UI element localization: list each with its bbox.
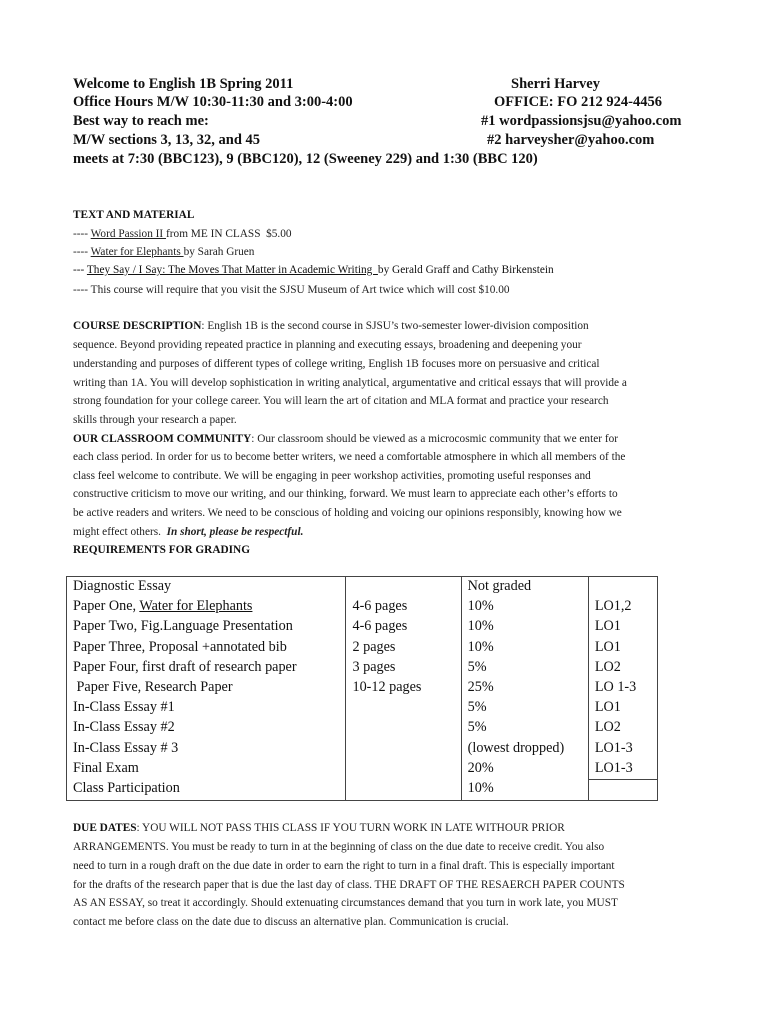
table-cell-item: Diagnostic Essay [67, 577, 346, 598]
table-cell-weight: (lowest dropped) [461, 739, 588, 759]
course-description-line: strong foundation for your college career. You will learn the art of citation and MLA format and practice your research [73, 395, 609, 407]
table-cell-lo: LO1,2 [588, 597, 657, 617]
table-cell-pages [346, 759, 461, 780]
table-row [67, 739, 658, 759]
table-cell-weight: 5% [461, 718, 588, 738]
meeting-times: meets at 7:30 (BBC123), 9 (BBC120), 12 (Sweeney 229) and 1:30 (BBC 120) [73, 151, 538, 167]
table-cell-weight: 10% [461, 597, 588, 617]
due-dates-line: need to turn in a rough draft on the due date in order to earn the right to turn in a final draft. This is especially important [73, 860, 615, 872]
table-cell-item: Final Exam [67, 759, 346, 780]
table-cell-weight: 20% [461, 759, 588, 780]
email-primary: #1 wordpassionsjsu@yahoo.com [481, 113, 682, 129]
table-cell-item: Paper Four, first draft of research paper [67, 658, 346, 678]
office-info: OFFICE: FO 212 924-4456 [494, 94, 662, 110]
course-description-line: skills through your research a paper. [73, 414, 237, 426]
table-cell-item: Paper One, Water for Elephants [67, 597, 346, 617]
table-cell-pages [346, 779, 461, 800]
table-cell-pages: 3 pages [346, 658, 461, 678]
course-description-line: writing than 1A. You will develop sophistication in writing analytical, argumentative and critical essays that will provide a [73, 377, 627, 389]
table-cell-lo: LO1 [588, 617, 657, 637]
grading-table [66, 576, 658, 801]
community-line: constructive criticism to move our writing, and our thinking, forward. We must learn to appreciate each other’s efforts to [73, 488, 618, 500]
office-hours: Office Hours M/W 10:30-11:30 and 3:00-4:00 [73, 94, 353, 110]
table-cell-lo: LO1-3 [588, 739, 657, 759]
table-cell-lo [588, 577, 657, 598]
community-line: class feel welcome to contribute. We will be engaging in peer workshop activities, promoting useful responses and [73, 470, 591, 482]
due-dates-line: DUE DATES: YOU WILL NOT PASS THIS CLASS IF YOU TURN WORK IN LATE WITHOUR PRIOR [73, 822, 565, 834]
table-cell-weight: 10% [461, 779, 588, 800]
table-row [67, 678, 658, 698]
due-dates-line: for the drafts of the research paper that is due the last day of class. THE DRAFT OF THE RESAERCH PAPER COUNTS [73, 879, 625, 891]
community-line: each class period. In order for us to become better writers, we need a comfortable atmosphere in which all members of the [73, 451, 626, 463]
table-cell-pages: 4-6 pages [346, 617, 461, 637]
table-cell-lo: LO1-3 [588, 759, 657, 780]
course-description-line: COURSE DESCRIPTION: English 1B is the second course in SJSU’s two-semester lower-division composition [73, 320, 589, 332]
table-cell-weight: 25% [461, 678, 588, 698]
course-description-label: COURSE DESCRIPTION [73, 320, 202, 332]
table-cell-pages [346, 718, 461, 738]
table-row [67, 718, 658, 738]
table-cell-weight: 5% [461, 698, 588, 718]
community-label: OUR CLASSROOM COMMUNITY [73, 433, 252, 445]
table-cell-pages: 2 pages [346, 638, 461, 658]
instructor-name: Sherri Harvey [511, 76, 600, 92]
sections-line: M/W sections 3, 13, 32, and 45 [73, 132, 261, 148]
table-row [67, 577, 658, 598]
table-cell-item: Paper Three, Proposal +annotated bib [67, 638, 346, 658]
table-cell-item: Paper Five, Research Paper [67, 678, 346, 698]
table-cell-item: Paper Two, Fig.Language Presentation [67, 617, 346, 637]
due-dates-line: ARRANGEMENTS. You must be ready to turn in at the beginning of class on the due date to receive credit. You also [73, 841, 605, 853]
material-item: --- They Say / I Say: The Moves That Matter in Academic Writing by Gerald Graff and Cathy Birkenstein [73, 264, 554, 276]
table-cell-pages: 4-6 pages [346, 597, 461, 617]
community-line: might effect others. In short, please be respectful. [73, 526, 304, 538]
table-row [67, 597, 658, 617]
table-cell-lo: LO1 [588, 698, 657, 718]
table-cell-lo: LO1 [588, 638, 657, 658]
table-cell-pages [346, 577, 461, 598]
due-dates-line: AS AN ESSAY, so treat it accordingly. Should extenuating circumstances demand that you turn in work late, you MUST [73, 897, 618, 909]
table-row [67, 658, 658, 678]
email-secondary: #2 harveysher@yahoo.com [487, 132, 655, 148]
table-row [67, 779, 658, 800]
community-line: OUR CLASSROOM COMMUNITY: Our classroom should be viewed as a microcosmic community that we enter for [73, 433, 618, 445]
table-cell-lo: LO2 [588, 718, 657, 738]
material-item: ---- Water for Elephants by Sarah Gruen [73, 246, 255, 258]
table-cell-lo: LO2 [588, 658, 657, 678]
table-row [67, 698, 658, 718]
table-cell-item: In-Class Essay #1 [67, 698, 346, 718]
material-item: ---- Word Passion II from ME IN CLASS $5.00 [73, 228, 292, 240]
table-cell-lo [588, 779, 657, 800]
table-cell-weight: 10% [461, 638, 588, 658]
table-cell-item: In-Class Essay #2 [67, 718, 346, 738]
table-cell-weight: 5% [461, 658, 588, 678]
table-cell-pages: 10-12 pages [346, 678, 461, 698]
course-title: Welcome to English 1B Spring 2011 [73, 76, 294, 92]
due-dates-label: DUE DATES [73, 822, 137, 834]
table-cell-pages [346, 739, 461, 759]
table-cell-weight: Not graded [461, 577, 588, 598]
contact-heading: Best way to reach me: [73, 113, 209, 129]
community-line: be active readers and writers. We need to be conscious of holding and voicing our opinions responsibly, knowing how we [73, 507, 622, 519]
table-row [67, 617, 658, 637]
course-description-line: sequence. Beyond providing repeated practice in planning and executing essays, broadening and deepening your [73, 339, 582, 351]
table-cell-item: In-Class Essay # 3 [67, 739, 346, 759]
due-dates-line: contact me before class on the date due to discuss an alternative plan. Communication is crucial. [73, 916, 509, 928]
table-cell-pages [346, 698, 461, 718]
materials-heading: TEXT AND MATERIAL [73, 209, 195, 221]
table-cell-item: Class Participation [67, 779, 346, 800]
respect-emphasis: In short, please be respectful. [166, 526, 304, 538]
table-cell-lo: LO 1-3 [588, 678, 657, 698]
requirements-heading: REQUIREMENTS FOR GRADING [73, 544, 250, 556]
material-item: ---- This course will require that you visit the SJSU Museum of Art twice which will cost $10.00 [73, 284, 510, 296]
table-row [67, 759, 658, 780]
table-row [67, 638, 658, 658]
table-cell-weight: 10% [461, 617, 588, 637]
course-description-line: understanding and purposes of different types of college writing, English 1B focuses more on persuasive and critical [73, 358, 600, 370]
